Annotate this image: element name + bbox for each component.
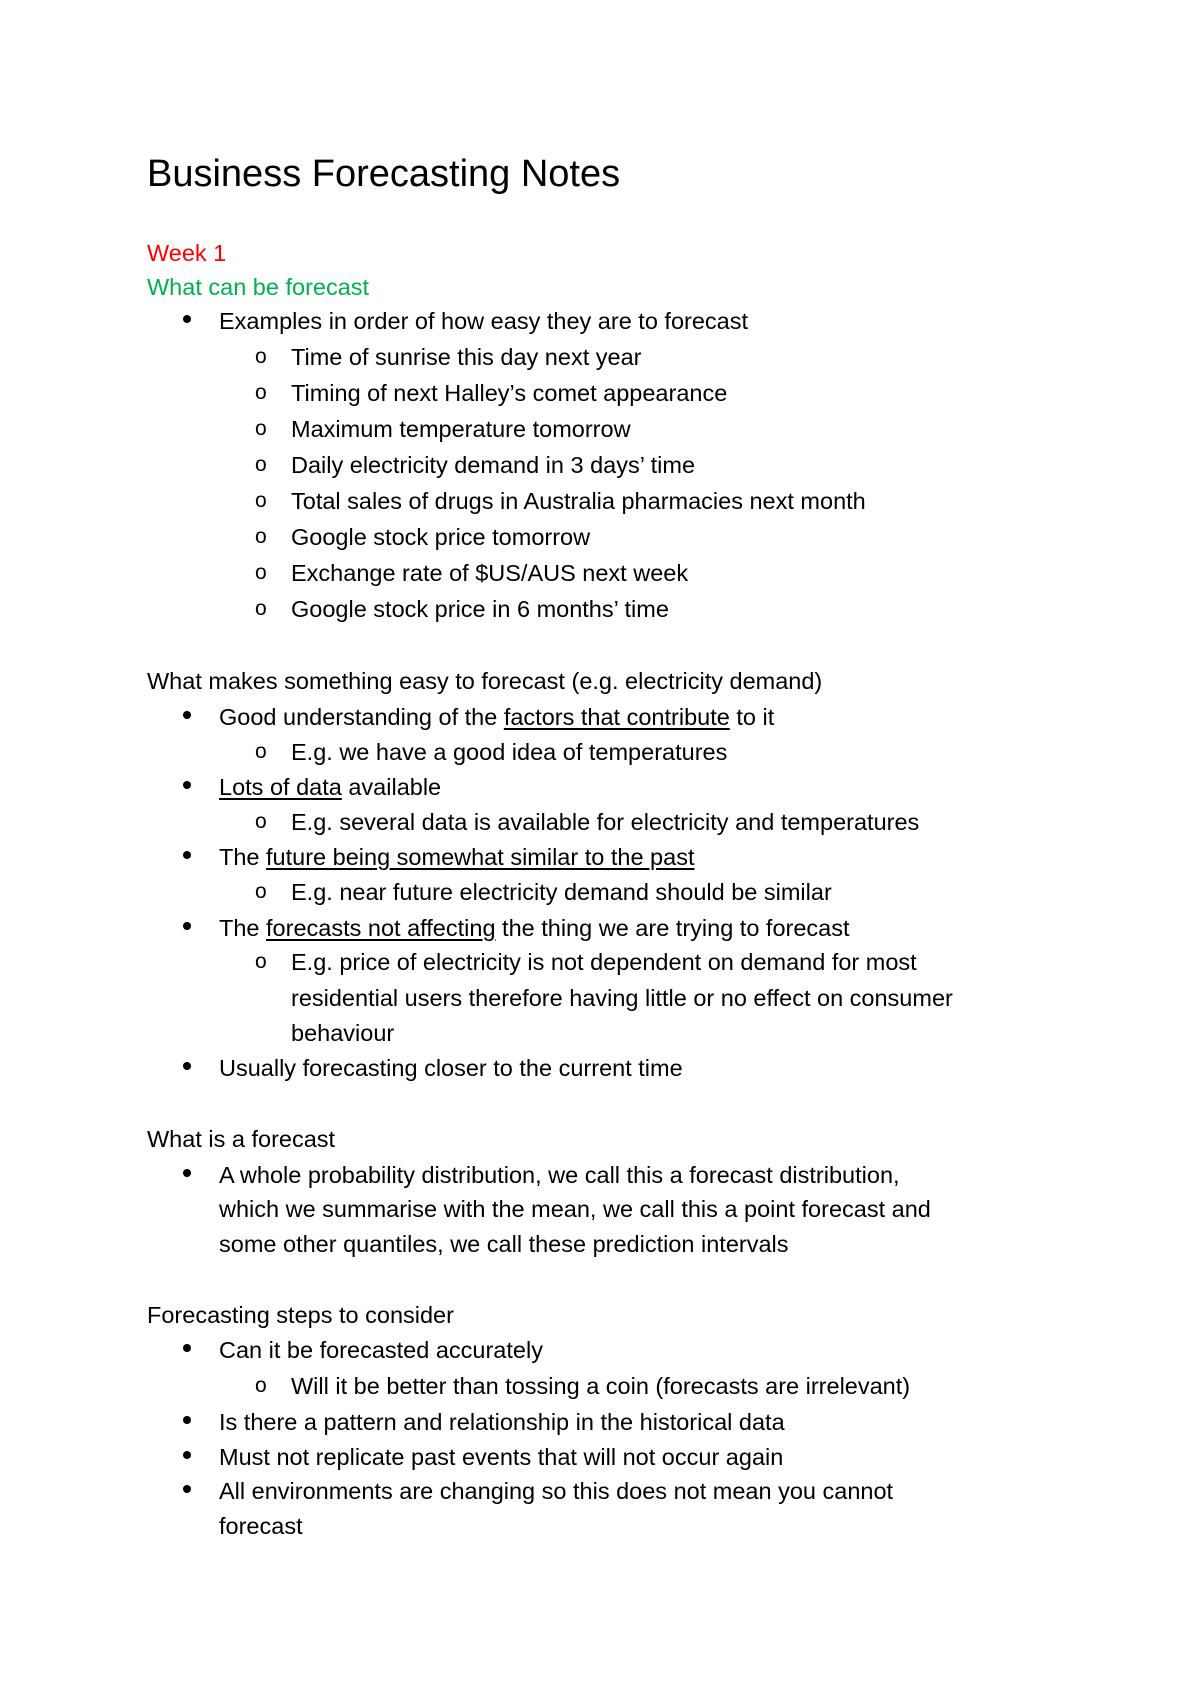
section-heading-easy-to-forecast: What makes something easy to forecast (e.g. electricity demand) — [147, 668, 823, 694]
circle-bullet-icon: o — [255, 1374, 267, 1397]
list-item — [219, 840, 694, 874]
document-title: Business Forecasting Notes — [147, 153, 621, 195]
bullet-dot-icon — [183, 1344, 191, 1352]
bullet-dot-icon — [183, 1062, 191, 1070]
circle-bullet-icon: o — [255, 740, 267, 763]
text-span: to it — [729, 704, 775, 730]
text-span: Good understanding of the — [219, 704, 504, 730]
sub-list-item: Daily electricity demand in 3 days’ time — [291, 452, 696, 478]
circle-bullet-icon: o — [255, 597, 267, 620]
list-item: Must not replicate past events that will not occur again — [219, 1444, 784, 1470]
sub-list-item-line: behaviour — [291, 1020, 395, 1046]
list-item-line: A whole probability distribution, we call this a forecast distribution, — [219, 1162, 900, 1188]
sub-list-item-line: E.g. price of electricity is not dependent on demand for most — [291, 949, 917, 975]
sub-list-item: Exchange rate of $US/AUS next week — [291, 560, 689, 586]
bullet-dot-icon — [183, 1416, 191, 1424]
list-item: Examples in order of how easy they are to forecast — [219, 308, 749, 334]
circle-bullet-icon: o — [255, 489, 267, 512]
bullet-dot-icon — [183, 781, 191, 789]
circle-bullet-icon: o — [255, 561, 267, 584]
sub-list-item: Time of sunrise this day next year — [291, 344, 642, 370]
circle-bullet-icon: o — [255, 453, 267, 476]
list-item: Usually forecasting closer to the current time — [219, 1055, 683, 1081]
list-item-line: some other quantiles, we call these prediction intervals — [219, 1231, 789, 1257]
sub-list-item: Google stock price in 6 months’ time — [291, 596, 669, 622]
section-heading-what-can-be-forecast: What can be forecast — [147, 274, 370, 300]
underlined-phrase: forecasts not affecting — [266, 915, 496, 941]
list-item — [219, 700, 774, 734]
bullet-dot-icon — [183, 851, 191, 859]
bullet-dot-icon — [183, 315, 191, 323]
sub-list-item: Google stock price tomorrow — [291, 524, 591, 550]
text-span: available — [341, 774, 442, 800]
list-item: Is there a pattern and relationship in the historical data — [219, 1409, 785, 1435]
text-span: the thing we are trying to forecast — [495, 915, 850, 941]
sub-list-item: Timing of next Halley’s comet appearance — [291, 380, 728, 406]
sub-list-item: Will it be better than tossing a coin (forecasts are irrelevant) — [291, 1373, 911, 1399]
list-item-line: which we summarise with the mean, we call this a point forecast and — [219, 1196, 931, 1222]
sub-list-item: Maximum temperature tomorrow — [291, 416, 631, 442]
bullet-dot-icon — [183, 1169, 191, 1177]
list-item: Can it be forecasted accurately — [219, 1337, 543, 1363]
bullet-dot-icon — [183, 922, 191, 930]
sub-list-item: Total sales of drugs in Australia pharmacies next month — [291, 488, 866, 514]
sub-list-item: E.g. several data is available for electricity and temperatures — [291, 809, 920, 835]
bullet-dot-icon — [183, 1451, 191, 1459]
circle-bullet-icon: o — [255, 381, 267, 404]
text-span: The — [219, 844, 267, 870]
circle-bullet-icon: o — [255, 525, 267, 548]
circle-bullet-icon: o — [255, 880, 267, 903]
list-item — [219, 770, 441, 804]
bullet-dot-icon — [183, 711, 191, 719]
underlined-phrase: future being somewhat similar to the past — [266, 844, 695, 870]
circle-bullet-icon: o — [255, 417, 267, 440]
section-heading-forecasting-steps: Forecasting steps to consider — [147, 1302, 454, 1328]
underlined-phrase: Lots of data — [219, 774, 342, 800]
list-item — [219, 911, 850, 945]
list-item-line: forecast — [219, 1513, 303, 1539]
underlined-phrase: factors that contribute — [503, 704, 730, 730]
sub-list-item: E.g. near future electricity demand should be similar — [291, 879, 832, 905]
bullet-dot-icon — [183, 1485, 191, 1493]
circle-bullet-icon: o — [255, 810, 267, 833]
sub-list-item: E.g. we have a good idea of temperatures — [291, 739, 728, 765]
week-heading: Week 1 — [147, 240, 227, 266]
circle-bullet-icon: o — [255, 345, 267, 368]
sub-list-item-line: residential users therefore having little or no effect on consumer — [291, 985, 953, 1011]
text-span: The — [219, 915, 267, 941]
list-item-line: All environments are changing so this does not mean you cannot — [219, 1478, 894, 1504]
section-heading-what-is-a-forecast: What is a forecast — [147, 1126, 336, 1152]
circle-bullet-icon: o — [255, 950, 267, 973]
